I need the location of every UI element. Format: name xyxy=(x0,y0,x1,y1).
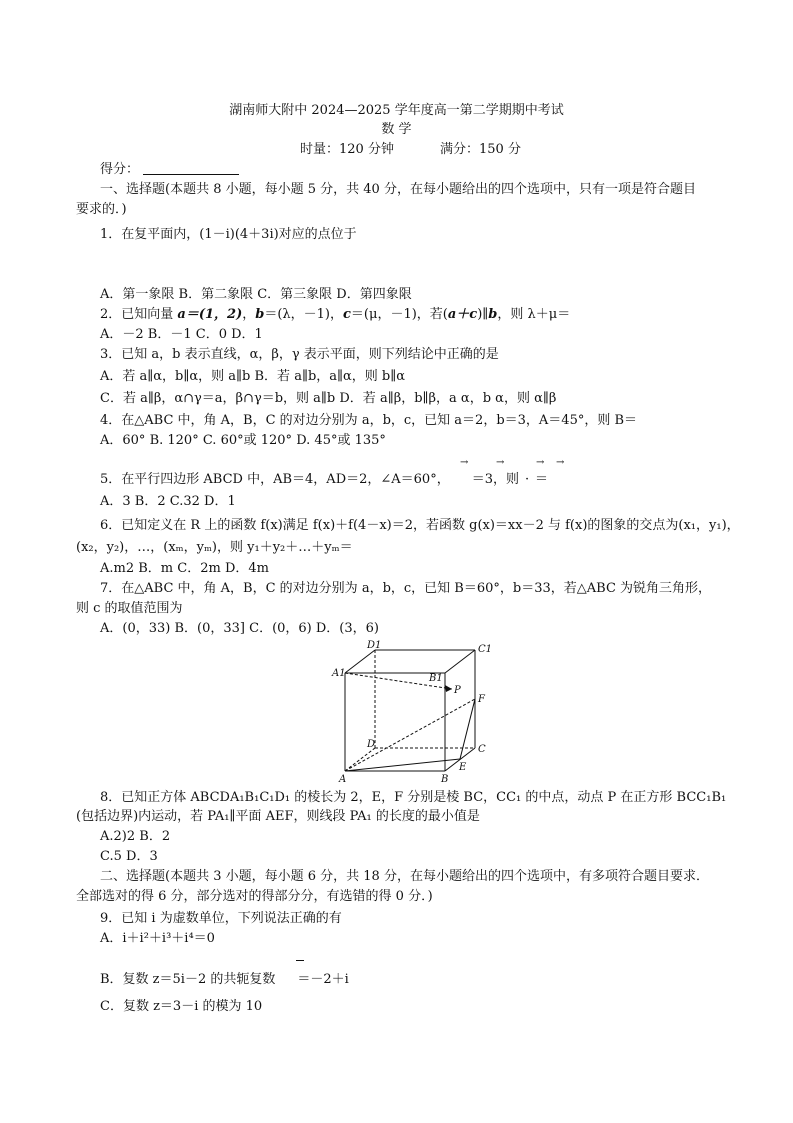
vector-arrow-icon: → xyxy=(496,457,505,468)
q9-stem: 9．已知 i 为虚数单位，下列说法正确的有 xyxy=(100,911,342,926)
label-p: P xyxy=(454,685,461,696)
section2-intro-line1: 二、选择题(本题共 3 小题，每小题 6 分，共 18 分，在每小题给出的四个选项中，有多项符合题目要求． xyxy=(100,869,709,884)
exam-full-score: 满分：150 分 xyxy=(440,142,521,157)
vector-a-plus-c: a＋c xyxy=(447,307,478,322)
label-b1: B1 xyxy=(429,673,443,684)
q7-line2: 则 c 的取值范围为 xyxy=(76,601,183,616)
q5-options: A．3 B．2 C.32 D．1 xyxy=(100,494,236,509)
score-blank xyxy=(143,162,239,175)
q7-options: A．(0，33) B．(0，33] C．(0，6) D．(3，6) xyxy=(100,621,379,636)
q7-line1: 7．在△ABC 中，角 A，B，C 的对边分别为 a，b，c，已知 B＝60°，b＝33，若△ABC 为锐角三角形， xyxy=(100,581,712,596)
q3-stem: 3．已知 a，b 表示直线，α，β，γ 表示平面，则下列结论中正确的是 xyxy=(100,347,499,362)
q6-options: A.m2 B．m C．2m D．4m xyxy=(100,561,269,576)
q8-options-cd: C.5 D．3 xyxy=(100,849,158,864)
score-field xyxy=(100,162,239,178)
subject-title: 数 学 xyxy=(381,122,412,137)
q9-option-c: C．复数 z＝3－i 的模为 10 xyxy=(100,999,263,1014)
conjugate-bar xyxy=(296,960,304,961)
q3-options-cd: C．若 a∥β，α∩γ＝a，β∩γ＝b，则 a∥b D．若 a∥β，b∥β，a α，b α，则 α∥β xyxy=(100,391,557,406)
q1-options: A．第一象限 B．第二象限 C．第三象限 D．第四象限 xyxy=(100,287,412,302)
cube-figure xyxy=(330,638,500,784)
vector-b-again: b xyxy=(488,307,498,322)
segment-a-f-hidden xyxy=(345,699,475,771)
q8-options-ab: A.2)2 B．2 xyxy=(100,829,171,844)
label-b: B xyxy=(441,774,449,784)
label-c: C xyxy=(478,744,486,755)
vector-arrow-icon: → xyxy=(536,457,545,468)
label-a1: A1 xyxy=(332,668,346,679)
q8-line2: (包括边界)内运动，若 PA₁∥平面 AEF，则线段 PA₁ 的长度的最小值是 xyxy=(76,809,480,824)
section1-intro-line2: 要求的．) xyxy=(76,202,127,217)
label-f: F xyxy=(478,694,485,705)
q6-line2: (x₂，y₂)，…，(xₘ，yₘ)，则 y₁＋y₂＋…＋yₘ＝ xyxy=(76,540,353,555)
edge-b1-c1 xyxy=(445,650,475,673)
edge-a1-d1 xyxy=(345,650,375,673)
q9-option-a: A．i＋i²＋i³＋i⁴＝0 xyxy=(100,931,215,946)
label-d1: D1 xyxy=(367,640,382,651)
q2-options: A．－2 B．－1 C．0 D．1 xyxy=(100,327,263,342)
vector-c: c xyxy=(343,307,351,322)
edge-a-d-hidden xyxy=(345,748,375,771)
q1-stem: 1．在复平面内，(1－i)(4＋3i)对应的点位于 xyxy=(100,227,357,242)
label-c1: C1 xyxy=(478,644,493,655)
vector-arrow-icon: → xyxy=(460,457,469,468)
exam-time: 时量：120 分钟 xyxy=(300,142,394,157)
q3-options-ab: A．若 a∥α，b∥α，则 a∥b B．若 a∥b，a∥α，则 b∥α xyxy=(100,369,406,384)
vector-a: a＝(1，2) xyxy=(177,307,243,322)
vector-b: b xyxy=(255,307,265,322)
q8-line1: 8．已知正方体 ABCDA₁B₁C₁D₁ 的棱长为 2，E，F 分别是棱 BC，CC₁ 的中点，动点 P 在正方形 BCC₁B₁ xyxy=(100,790,727,805)
label-d: D xyxy=(367,739,376,750)
q5-stem: 5．在平行四边形 ABCD 中，AB＝4，AD＝2，∠A＝60°， ＝3，则 · ＝ xyxy=(100,472,549,487)
q4-options: A．60° B. 120° C. 60°或 120° D. 45°或 135° xyxy=(100,433,386,448)
arrowhead-icon xyxy=(445,685,452,692)
q6-line1: 6．已知定义在 R 上的函数 f(x)满足 f(x)＋f(4－x)＝2，若函数 g(x)＝xx－2 与 f(x)的图象的交点为(x₁，y₁)， xyxy=(100,518,740,533)
label-a: A xyxy=(339,774,347,784)
q9-option-b: B．复数 z＝5i－2 的共轭复数 ＝－2＋i xyxy=(100,972,349,987)
section2-intro-line2: 全部选对的得 6 分，部分选对的得部分分，有选错的得 0 分．) xyxy=(76,889,433,904)
label-e: E xyxy=(459,762,467,773)
vector-arrow-icon: → xyxy=(556,457,565,468)
section1-intro-line1: 一、选择题(本题共 8 小题，每小题 5 分，共 40 分，在每小题给出的四个选项中，只有一项是符合题目 xyxy=(100,182,696,197)
q4-stem: 4．在△ABC 中，角 A，B，C 的对边分别为 a，b，c，已知 a＝2，b＝3，A＝45°，则 B＝ xyxy=(100,413,638,428)
segment-a-e xyxy=(345,759,460,771)
exam-title: 湖南师大附中 2024—2025 学年度高一第二学期期中考试 xyxy=(229,103,564,118)
score-label: 得分： xyxy=(100,162,140,177)
q2-stem: 2．已知向量 a＝(1，2)，b＝(λ，－1)，c＝(μ，－1)，若(a＋c)∥b，则 λ＋μ＝ xyxy=(100,307,571,322)
